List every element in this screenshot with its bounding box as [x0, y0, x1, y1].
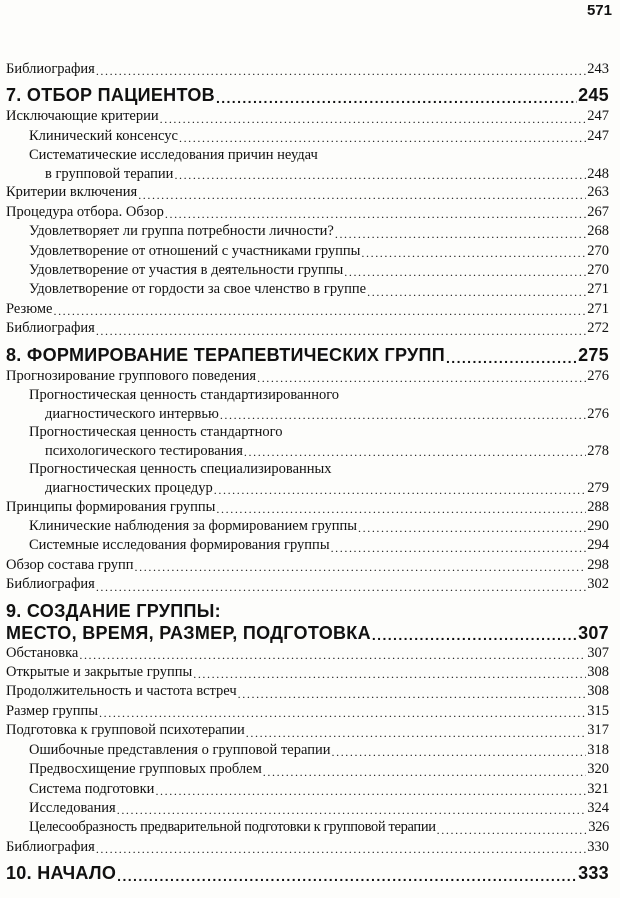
toc-entry-title: Библиография [6, 838, 95, 855]
chapter-title: 8. ФОРМИРОВАНИЕ ТЕРАПЕВТИЧЕСКИХ ГРУПП [6, 344, 445, 365]
dot-leader [96, 579, 586, 595]
dot-leader [238, 686, 587, 702]
chapter-page: 333 [578, 863, 609, 884]
toc-entry-page: 315 [587, 702, 609, 719]
toc-entry-title: Обстановка [6, 644, 79, 661]
toc-subentry [6, 517, 609, 536]
dot-leader [437, 822, 588, 838]
dot-leader [244, 444, 586, 460]
table-of-contents [6, 60, 609, 885]
toc-subentry [6, 818, 609, 837]
toc-subentry-title-line2: диагностического интервью [45, 405, 219, 422]
toc-subentry-page: 278 [587, 442, 609, 459]
toc-entry [6, 183, 609, 202]
toc-subentry-title: Клинические наблюдения за формированием группы [29, 518, 358, 535]
chapter-page: 245 [578, 85, 609, 106]
dot-leader [331, 540, 587, 556]
toc-subentry-title-line1: Прогностическая ценность стандартного [29, 424, 283, 441]
chapter-page: 307 [578, 622, 609, 643]
toc-entry [6, 300, 609, 319]
page-number: 571 [586, 2, 612, 19]
dot-leader [246, 725, 586, 741]
chapter-title: 10. НАЧАЛО [6, 863, 117, 884]
toc-subentry-title: Целесообразность предварительной подготовки к групповой терапии [29, 819, 436, 836]
toc-entry-page: 263 [587, 184, 609, 201]
dot-leader [138, 187, 586, 203]
toc-subentry-title-line1: Систематические исследования причин неудач [29, 147, 318, 164]
toc-entry [6, 367, 609, 386]
toc-subentry-page: 268 [587, 223, 609, 240]
toc-entry-title: Открытые и закрытые группы [6, 664, 193, 681]
dot-leader [214, 482, 586, 498]
toc-entry-page: 308 [587, 664, 609, 681]
chapter-title: 7. ОТБОР ПАЦИЕНТОВ [6, 85, 215, 106]
toc-subentry-title: Система подготовки [29, 780, 155, 797]
toc-subentry-title: Удовлетворение от участия в деятельности группы [29, 262, 344, 279]
toc-entry-page: 272 [587, 320, 609, 337]
toc-entry-page: 276 [587, 367, 609, 384]
toc-subentry-title-line2: в групповой терапии [45, 165, 174, 182]
toc-entry-page: 302 [587, 576, 609, 593]
dot-leader [96, 63, 586, 79]
toc-entry-title: Подготовка к групповой психотерапии [6, 722, 245, 739]
toc-subentry-page: 326 [588, 819, 609, 836]
toc-subentry [6, 127, 609, 146]
toc-entry-title: Резюме [6, 300, 53, 317]
toc-subentry [6, 741, 609, 760]
toc-entry-title: Принципы формирования группы [6, 498, 216, 515]
toc-entry-title: Обзор состава групп [6, 556, 134, 573]
toc-entry-title: Библиография [6, 576, 95, 593]
dot-leader [155, 783, 586, 799]
toc-subentry-multiline [6, 423, 609, 460]
toc-entry-title: Прогнозирование группового поведения [6, 367, 257, 384]
toc-subentry-title: Удовлетворение от отношений с участниками группы [29, 242, 361, 259]
toc-entry [6, 319, 609, 338]
toc-subentry-page: 294 [587, 537, 609, 554]
toc-subentry [6, 780, 609, 799]
toc-subentry [6, 760, 609, 779]
toc-subentry-multiline [6, 386, 609, 423]
toc-entry [6, 107, 609, 126]
toc-entry-title: Критерии включения [6, 184, 138, 201]
toc-entry-page: 267 [587, 203, 609, 220]
toc-entry-page: 330 [587, 838, 609, 855]
toc-entry [6, 663, 609, 682]
toc-subentry-page: 279 [587, 480, 609, 497]
toc-entry-page: 271 [587, 300, 609, 317]
toc-entry-page: 298 [587, 556, 609, 573]
toc-entry-page: 307 [587, 644, 609, 661]
chapter-heading-multiline [6, 601, 609, 644]
toc-subentry-title: Удовлетворяет ли группа потребности личности? [29, 223, 334, 240]
dot-leader [160, 111, 587, 127]
toc-entry [6, 203, 609, 222]
toc-entry-title: Размер группы [6, 702, 99, 719]
toc-entry-page: 288 [587, 498, 609, 515]
toc-subentry-title: Удовлетворение от гордости за свое членство в группе [29, 281, 367, 298]
dot-leader [135, 559, 587, 575]
dot-leader [53, 303, 586, 319]
toc-subentry-page: 290 [587, 518, 609, 535]
toc-subentry-page: 247 [587, 127, 609, 144]
toc-entry-title: Библиография [6, 61, 95, 77]
toc-subentry-page: 270 [587, 242, 609, 259]
dot-leader [79, 647, 586, 663]
dot-leader [358, 520, 586, 536]
toc-entry-title: Процедура отбора. Обзор [6, 203, 164, 220]
chapter-title-line2: МЕСТО, ВРЕМЯ, РАЗМЕР, ПОДГОТОВКА [6, 622, 371, 643]
toc-entry-page: 247 [587, 108, 609, 125]
dot-leader [165, 206, 586, 222]
chapter-page: 275 [578, 344, 609, 365]
dot-leader [372, 626, 577, 644]
dot-leader [117, 802, 587, 818]
chapter-title-line1: 9. СОЗДАНИЕ ГРУППЫ: [6, 600, 221, 621]
dot-leader [216, 89, 577, 107]
toc-entry-page: 308 [587, 683, 609, 700]
toc-entry [6, 838, 609, 857]
toc-entry [6, 702, 609, 721]
toc-entry [6, 60, 609, 79]
toc-entry-page: 317 [587, 722, 609, 739]
toc-subentry-page: 248 [587, 165, 609, 182]
dot-leader [96, 841, 586, 857]
toc-subentry-title: Ошибочные представления о групповой терапии [29, 741, 331, 758]
toc-subentry-title-line1: Прогностическая ценность специализированных [29, 461, 332, 478]
toc-entry [6, 644, 609, 663]
toc-subentry-page: 320 [587, 761, 609, 778]
toc-entry [6, 721, 609, 740]
toc-subentry-page: 271 [587, 281, 609, 298]
dot-leader [216, 501, 586, 517]
dot-leader [257, 370, 586, 386]
toc-subentry-page: 321 [587, 780, 609, 797]
chapter-heading [6, 344, 609, 367]
dot-leader [361, 245, 586, 261]
dot-leader [332, 744, 587, 760]
toc-subentry [6, 222, 609, 241]
dot-leader [263, 764, 586, 780]
toc-subentry-title-line2: диагностических процедур [45, 480, 213, 497]
dot-leader [174, 167, 586, 183]
toc-entry-title: Исключающие критерии [6, 108, 159, 125]
toc-subentry-page: 276 [587, 405, 609, 422]
chapter-heading [6, 84, 609, 107]
toc-subentry-multiline [6, 146, 609, 183]
dot-leader [344, 264, 586, 280]
toc-entry [6, 556, 609, 575]
toc-subentry-page: 270 [587, 262, 609, 279]
toc-subentry-title-line1: Прогностическая ценность стандартизированного [29, 387, 340, 404]
dot-leader [96, 323, 586, 339]
dot-leader [446, 349, 577, 367]
toc-subentry [6, 536, 609, 555]
toc-entry [6, 682, 609, 701]
toc-subentry-title-line2: психологического тестирования [45, 442, 243, 459]
toc-subentry-page: 318 [587, 741, 609, 758]
dot-leader [117, 867, 577, 885]
toc-subentry [6, 799, 609, 818]
chapter-heading [6, 862, 609, 885]
toc-subentry-title: Исследования [29, 799, 116, 816]
toc-subentry [6, 280, 609, 299]
toc-subentry-page: 324 [587, 799, 609, 816]
toc-subentry-multiline [6, 460, 609, 497]
dot-leader [220, 407, 586, 423]
toc-subentry-title: Клинический консенсус [29, 127, 178, 144]
dot-leader [179, 130, 586, 146]
dot-leader [193, 666, 586, 682]
toc-subentry-title: Предвосхищение групповых проблем [29, 761, 262, 778]
toc-entry [6, 575, 609, 594]
toc-subentry-title: Системные исследования формирования группы [29, 537, 330, 554]
toc-subentry [6, 261, 609, 280]
toc-entry [6, 498, 609, 517]
toc-entry-title: Продолжительность и частота встреч [6, 683, 237, 700]
dot-leader [367, 284, 586, 300]
dot-leader [99, 705, 586, 721]
toc-subentry [6, 242, 609, 261]
toc-entry-page: 243 [587, 61, 609, 77]
dot-leader [335, 226, 586, 242]
toc-entry-title: Библиография [6, 320, 95, 337]
